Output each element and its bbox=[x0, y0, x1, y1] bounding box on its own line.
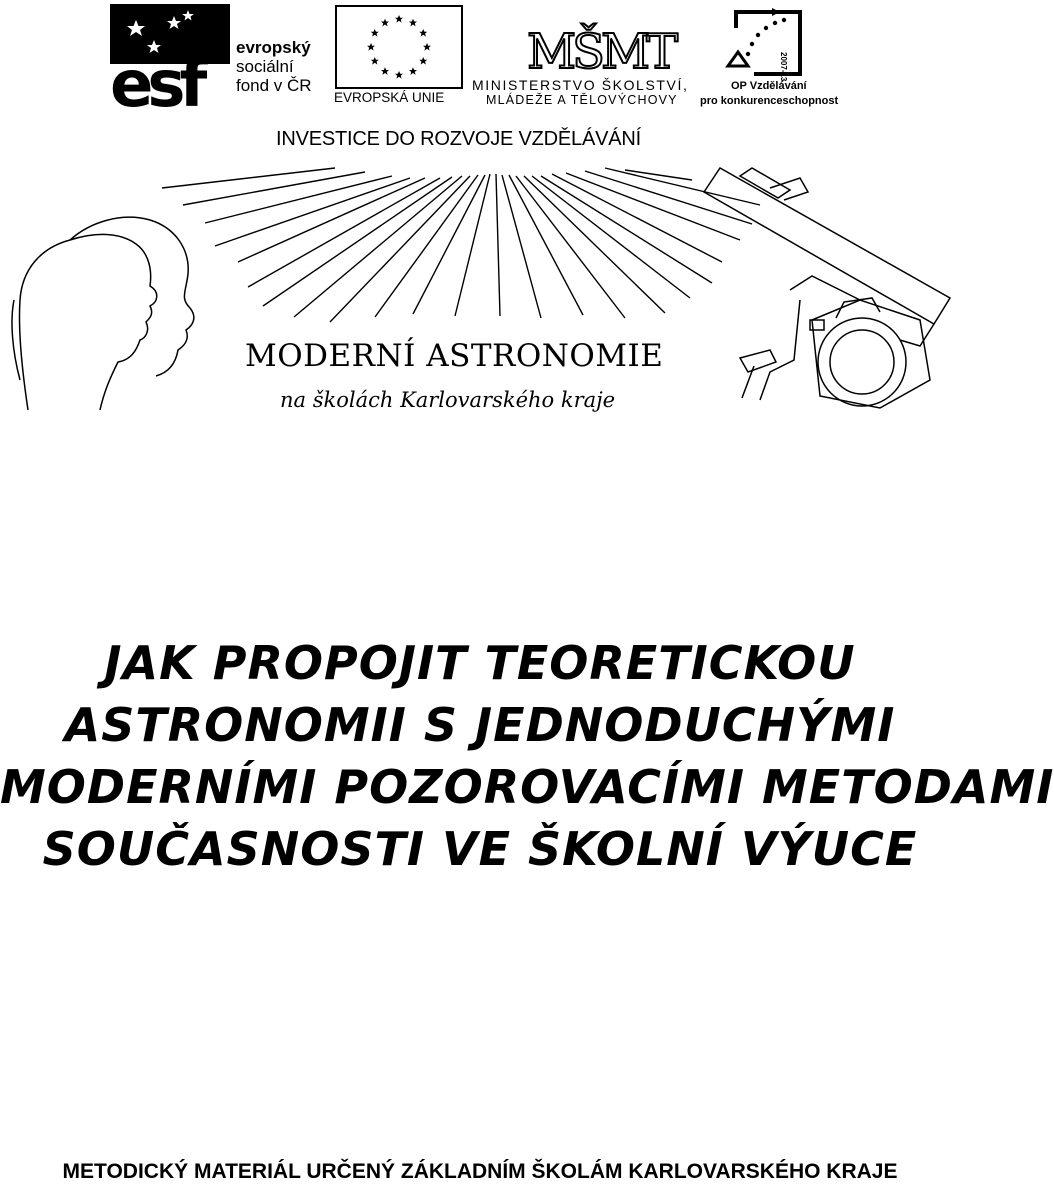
op-logo bbox=[728, 8, 812, 78]
msmt-logo bbox=[527, 2, 675, 82]
astronomy-illustration bbox=[0, 160, 960, 420]
main-title-line-2: ASTRONOMII S JEDNODUCHÝMI bbox=[64, 698, 896, 752]
telescope-camera bbox=[704, 168, 950, 408]
main-title-line-4: SOUČASNOSTI VE ŠKOLNÍ VÝUCE bbox=[42, 822, 918, 876]
op-line-2: pro konkurenceschopnost bbox=[700, 95, 839, 107]
msmt-mark: MŠMT bbox=[527, 24, 675, 80]
project-subtitle: na školách Karlovarského kraje bbox=[280, 388, 616, 412]
main-title bbox=[0, 632, 1054, 880]
esf-line-2: sociální bbox=[236, 57, 294, 76]
footer-note: METODICKÝ MATERIÁL URČENÝ ZÁKLADNÍM ŠKOLÁM KARLOVARSKÉHO KRAJE bbox=[62, 1160, 898, 1183]
program-heading: INVESTICE DO ROZVOJE VZDĚLÁVÁNÍ bbox=[276, 128, 641, 150]
main-title-line-1: JAK PROPOJIT TEORETICKOU bbox=[104, 636, 856, 690]
main-title-line-3: MODERNÍMI POZOROVACÍMI METODAMI bbox=[0, 760, 1054, 814]
logo-strip bbox=[0, 0, 960, 122]
msmt-line-2: MLÁDEŽE A TĚLOVÝCHOVY bbox=[486, 93, 678, 107]
project-title: MODERNÍ ASTRONOMIE bbox=[245, 338, 664, 374]
esf-line-1: evropský bbox=[236, 38, 311, 57]
profiles-silhouette bbox=[12, 217, 194, 410]
msmt-line-1: MINISTERSTVO ŠKOLSTVÍ, bbox=[472, 77, 689, 93]
op-year: 2007-13 bbox=[779, 52, 788, 82]
esf-line-3: fond v ČR bbox=[236, 76, 312, 95]
eu-label: EVROPSKÁ UNIE bbox=[334, 90, 445, 105]
esf-text bbox=[236, 38, 312, 95]
light-rays bbox=[162, 168, 760, 322]
op-line-1: OP Vzdělávání bbox=[731, 80, 807, 92]
esf-mark: esf bbox=[110, 48, 202, 122]
